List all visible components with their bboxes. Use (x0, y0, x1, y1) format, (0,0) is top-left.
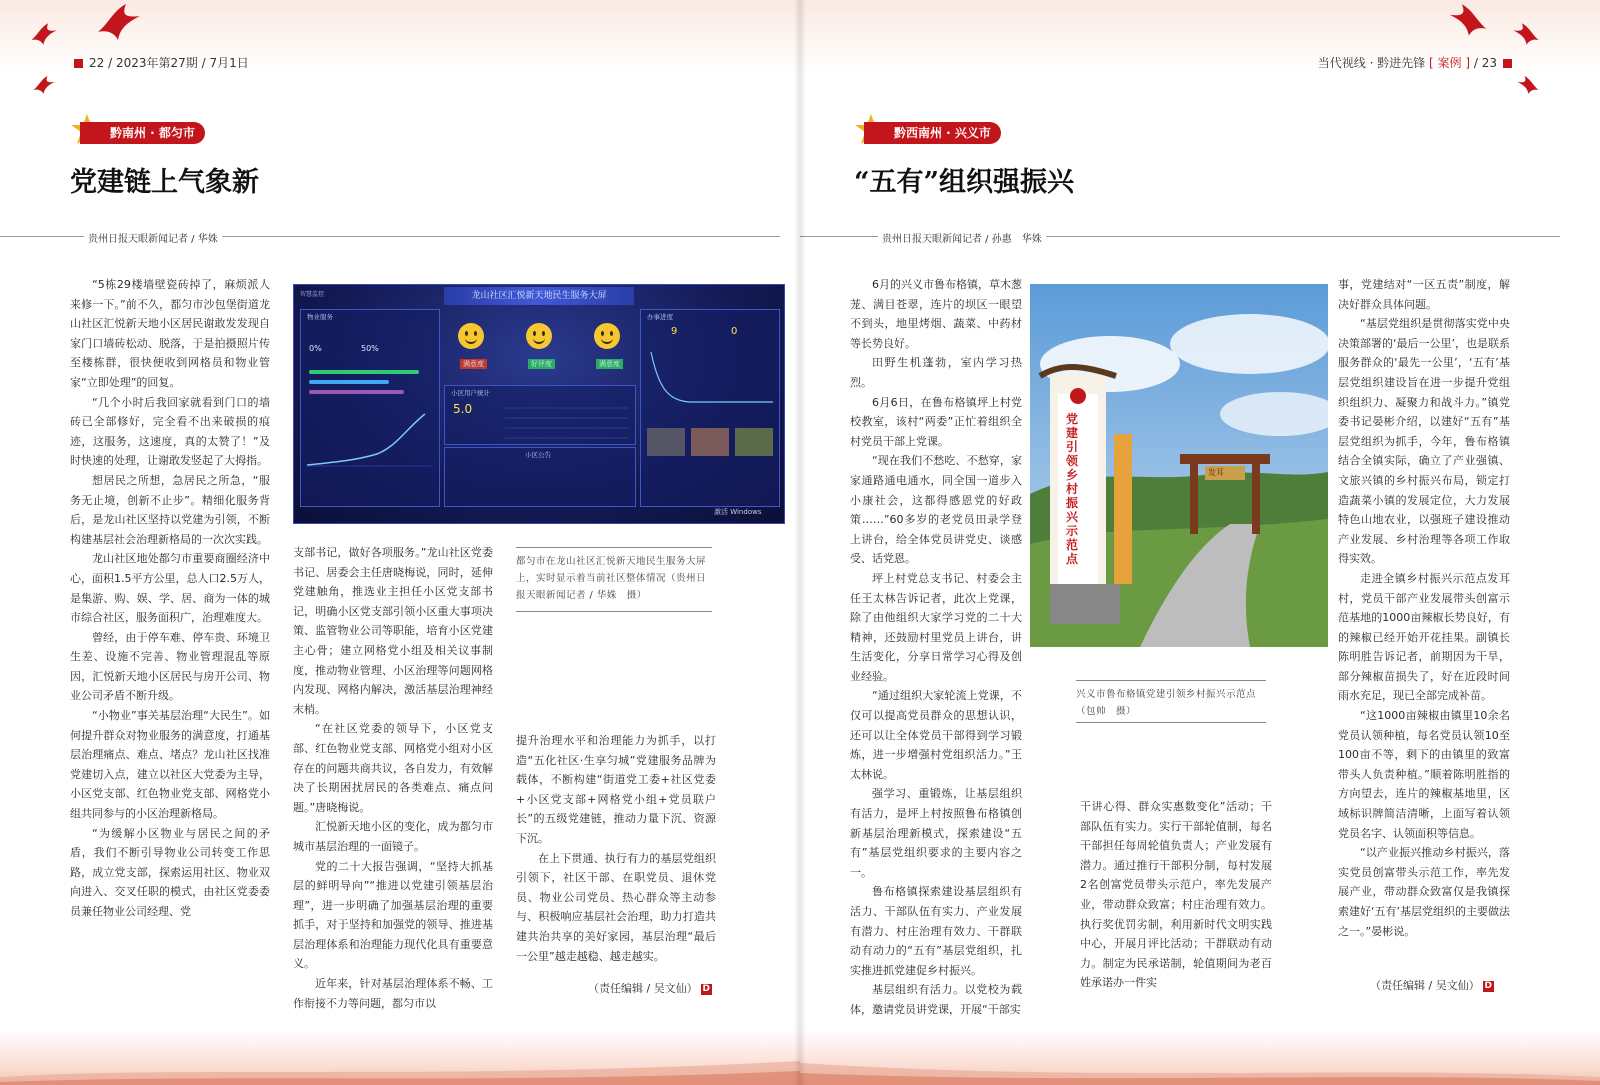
paragraph: 干讲心得、群众实惠数变化”活动；干部队伍有实力。实行干部轮值制，每名干部担任每周轮值负责人；产业发展有潜力。通过推行干部积分制，每村发展2名创富党员带头示范户，率先发展产业，带动群众致富；村庄治理有效力。执行奖优罚劣制，利用新时代文明实践中心，开展月评比活动；干群联动有动力。制定为民承诺制，轮值期间为老百姓承诺办一件实 (1080, 800, 1272, 990)
paragraph: 党的二十大报告强调，“坚持大抓基层的鲜明导向”“推进以党建引领基层治理”，进一步明确了加强基层治理的重要抓手，对于坚持和加强党的领导、推进基层治理体系和治理能力现代化具有重要意义。 (293, 859, 493, 971)
paragraph: “这1000亩辣椒由镇里10余名党员认领种植，每名党员认领10至100亩不等，剩下的由镇里的致富带头人负责种植。”顺着陈明胜指的方向望去，连片的辣椒基地里，区域标识牌简洁清晰，上面写着认领党员名字、认领面积等信息。 (1338, 709, 1510, 840)
bird-icon (1512, 22, 1540, 46)
caption-rule (1076, 722, 1266, 723)
stat-value: 50% (361, 344, 379, 353)
editor-text: （责任编辑 / 吴文仙） (1370, 979, 1480, 992)
paragraph: “小物业”事关基层治理“大民生”。如何提升群众对物业服务的满意度，打通基层治理痛点、难点、堵点？龙山社区找准党建切入点，建立以社区大党委为主导，小区党支部、红色物业党支部、网格党小组共同参与的小区治理新格局。 (70, 709, 270, 821)
editor-text: （责任编辑 / 吴文仙） (588, 982, 698, 995)
thumbnail (691, 428, 729, 456)
paragraph: 田野生机蓬勃，室内学习热烈。 (850, 356, 1022, 389)
article-column-1 (850, 275, 1022, 1020)
paragraph: 强学习、重锻炼，让基层组织有活力，是坪上村按照鲁布格镇创新基层治理新模式，探索建设“五有”基层党组织要求的主要内容之一。 (850, 787, 1022, 879)
photo-caption: 都匀市在龙山社区汇悦新天地民生服务大屏上，实时显示着当前社区整体情况（贵州日报天眼新闻记者 / 华姝 摄） (516, 556, 707, 601)
paragraph: 基层组织有活力。以党校为载体，邀请党员讲党课，开展“干部实 (850, 983, 1022, 1016)
arch-sign: 发耳 (1208, 468, 1224, 477)
bird-icon (1516, 75, 1540, 95)
stat-value: 9 (671, 326, 678, 337)
bird-icon (1448, 2, 1488, 38)
paragraph: “以产业振兴推动乡村振兴，落实党员创富带头示范工作，率先发展产业，带动群众致富仅是我镇探索建好‘五有’基层党组织的主要做法之一。”晏彬说。 (1338, 846, 1510, 938)
article-title: “五有”组织强振兴 (854, 167, 1075, 198)
spread-gutter (794, 0, 806, 1085)
panel-heading: 小区用户统计 (451, 389, 490, 397)
dashboard-title: 龙山社区汇悦新天地民生服务大屏 (444, 287, 634, 305)
article-title: 党建链上气象新 (70, 167, 259, 198)
bird-icon (30, 22, 58, 46)
byline: 贵州日报天眼新闻记者 / 华姝 (84, 230, 222, 245)
paragraph: 汇悦新天地小区的变化，成为都匀市城市基层治理的一面镜子。 (293, 820, 493, 853)
dashboard-smileys (444, 309, 634, 381)
red-square-icon (74, 59, 83, 68)
paragraph: 走进全镇乡村振兴示范点发耳村，党员干部产业发展带头创富示范基地的1000亩辣椒长势良好，有的辣椒已经开始开花挂果。副镇长陈明胜告诉记者，前期因为干旱，部分辣椒苗损失了，好在近段时间雨水充足，现已全部完成补苗。 (1338, 571, 1510, 703)
dashboard-right-panel (640, 309, 780, 507)
paragraph: 龙山社区地处都匀市重要商圈经济中心，面积1.5平方公里，总人口2.5万人，是集游、购、娱、学、居、商为一体的城市综合社区，服务面积广，治理难度大。 (70, 552, 270, 625)
paragraph: 6月6日，在鲁布格镇坪上村党校教室，该村“两委”正忙着组织全村党员干部上党课。 (850, 395, 1022, 448)
magazine-badge: D (1484, 980, 1492, 991)
big-number: 5.0 (453, 402, 473, 416)
village-photo (1030, 284, 1328, 647)
line-chart (307, 410, 431, 470)
smiley-label: 满意度 (460, 359, 487, 369)
paragraph: “5栋29楼墙壁瓷砖掉了，麻烦派人来修一下。”前不久，都匀市沙包堡街道龙山社区汇悦新天地小区居民谢敢发发现自家门口墙砖松动、脱落，于是拍摄照片传至楼栋群，很快便收到网格员和物业管家“立即处理”的回复。 (70, 278, 270, 389)
article-column-3 (516, 731, 716, 966)
paragraph: 支部书记，做好各项服务。”龙山社区党委书记、居委会主任唐晓梅说，同时，延伸党建触角，推选业主担任小区党支部书记，明确小区党支部引领小区重大事项决策、监管物业公司等职能，培育小区党建主心骨；建立网格党小组及相关议事制度，推动物业管理、小区治理等问题网格内发现、网格内解决，激活基层治理神经末梢。 (293, 546, 493, 716)
dashboard-notice-panel (444, 447, 636, 507)
panel-heading: 办事进度 (647, 313, 673, 321)
smiley-icon (458, 323, 484, 349)
windows-watermark: 激活 Windows (714, 508, 762, 516)
smiley-icon (594, 323, 620, 349)
running-head: 当代视线 · 黔进先锋 [ 案例 ] / 23 (1318, 54, 1518, 71)
dashboard-header-left: 智慧监控 (300, 291, 325, 298)
paragraph: “为缓解小区物业与居民之间的矛盾，我们不断引导物业公司转变工作思路，成立党支部，探索运用社区、物业双向进入、交叉任职的模式，由社区党委委员兼任物业公司经理、党 (70, 826, 270, 918)
smiley-icon (526, 323, 552, 349)
paragraph: 6月的兴义市鲁布格镇，草木葱茏、满目苍翠，连片的坝区一眼望不到头，地里烤烟、蔬菜、中药材等长势良好。 (850, 278, 1022, 350)
thumbnail (647, 428, 685, 456)
paragraph: 坪上村党总支书记、村委会主任王太林告诉记者，此次上党课，除了由他组织大家学习党的二十大精神，还鼓励村里党员上讲台，讲生活变化，分享日常学习心得及创业经验。 (850, 571, 1022, 683)
grid-chart (505, 398, 629, 440)
caption-rule (1076, 680, 1266, 681)
paragraph: “几个小时后我回家就看到门口的墙砖已全部修好，完全看不出来破损的痕迹，这服务，这速度，真的太赞了！”及时快速的处理，让谢敢发竖起了大拇指。 (70, 395, 270, 468)
panel-heading: 物业服务 (307, 313, 333, 321)
thumbnail (735, 428, 773, 456)
dashboard-left-panel (300, 309, 440, 507)
right-page (800, 0, 1600, 1085)
paragraph: 在上下贯通、执行有力的基层党组织引领下，社区干部、在职党员、退休党员、物业公司党员、热心群众等主动参与、积极响应基层社会治理，助力打造共建共治共享的美好家园，基层治理“最后一公里”越走越稳、越走越实。 (516, 851, 716, 963)
bottom-wave (0, 1055, 800, 1085)
panel-heading: 小区公告 (525, 451, 551, 459)
article-column-1 (70, 275, 270, 922)
photo-sign-text: 党建引领乡村振兴示范点 (1065, 412, 1078, 566)
smiley-label: 满意度 (596, 359, 623, 369)
paragraph: “在社区党委的领导下，小区党支部、红色物业党支部、网格党小组对小区存在的问题共商共议，各自发力，有效解决了长期困扰居民的各类难点、痛点问题。”唐晓梅说。 (293, 722, 493, 814)
magazine-badge: D (702, 983, 710, 994)
editor-credit (588, 980, 712, 996)
region-tag: 黔西南州 · 兴义市 (864, 122, 1001, 144)
byline: 贵州日报天眼新闻记者 / 孙惠 华姝 (878, 230, 1046, 245)
bird-icon (96, 2, 142, 42)
paragraph: 近年来，针对基层治理体系不畅、工作衔接不力等问题，都匀市以 (293, 977, 493, 1010)
stat-value: 0% (309, 344, 322, 353)
caption-rule (516, 547, 712, 548)
editor-credit (1370, 977, 1494, 993)
article-column-3 (1338, 275, 1510, 941)
bottom-wave (800, 1055, 1600, 1085)
progress-bar (309, 370, 419, 374)
dashboard-mid-panel (444, 385, 636, 445)
paragraph: “现在我们不愁吃、不愁穿，家家通路通电通水，同全国一道步入小康社会，这都得感恩党的好政策……”60多岁的老党员田录学登上讲台，给全体党员讲党史、谈感受、话党恩。 (850, 454, 1022, 566)
photo-caption: 兴义市鲁布格镇党建引领乡村振兴示范点（包帅 摄） (1076, 689, 1257, 717)
red-square-icon (1503, 59, 1512, 68)
article-column-2 (293, 543, 493, 1013)
dashboard-photo (293, 284, 785, 524)
bird-icon (32, 75, 56, 95)
paragraph: “基层党组织是贯彻落实党中央决策部署的‘最后一公里’，也是联系服务群众的‘最先一公里’，‘五有’基层党组织建设旨在进一步提升党组织组织力、凝聚力和战斗力。”镇党委书记晏彬介绍，以建好“五有”基层党组织为抓手，今年，鲁布格镇结合全镇实际，确立了产业强镇、文旅兴镇的乡村振兴布局，锁定打造蔬菜小镇的发展定位，大力发展特色山地农业，以强班子建设推动产业发展、乡村治理等各项工作取得实效。 (1338, 317, 1510, 566)
progress-bar (309, 380, 389, 384)
paragraph: 鲁布格镇探索建设基层组织有活力、干部队伍有实力、产业发展有潜力、村庄治理有效力、干群联动有动力的“五有”基层党组织，扎实推进抓党建促乡村振兴。 (850, 885, 1022, 977)
paragraph: 曾经，由于停车难、停车贵、环境卫生差、设施不完善、物业管理混乱等原因，汇悦新天地小区居民与房开公司、物业公司矛盾不断升级。 (70, 630, 270, 703)
progress-bar (309, 390, 404, 394)
paragraph: 提升治理水平和治理能力为抓手，以打造“五化社区·生享匀城”党建服务品牌为载体，不断构建“街道党工委+社区党委+小区党支部+网格党小组+党员联户长”的五级党建链，推动力量下沉、资源下沉。 (516, 734, 716, 845)
paragraph: “通过组织大家轮流上党课，不仅可以提高党员群众的思想认识，还可以让全体党员干部得到学习锻炼，进一步增强村党组织活力。”王太林说。 (850, 689, 1022, 781)
decay-chart (649, 350, 773, 406)
article-column-2 (1080, 797, 1272, 993)
caption-rule (516, 611, 712, 612)
running-head: 22 / 2023年第27期 / 7月1日 (68, 54, 249, 71)
stat-value: 0 (731, 326, 738, 337)
paragraph: 想居民之所想，急居民之所急，“服务无止境，创新不止步”。精细化服务背后，是龙山社区坚持以党建为引领，不断构建基层社会治理新格局的一次次实践。 (70, 473, 270, 546)
smiley-label: 好评度 (528, 359, 555, 369)
region-tag: 黔南州 · 都匀市 (80, 122, 205, 144)
paragraph: 事，党建结对“一区五责”制度，解决好群众具体问题。 (1338, 278, 1510, 311)
